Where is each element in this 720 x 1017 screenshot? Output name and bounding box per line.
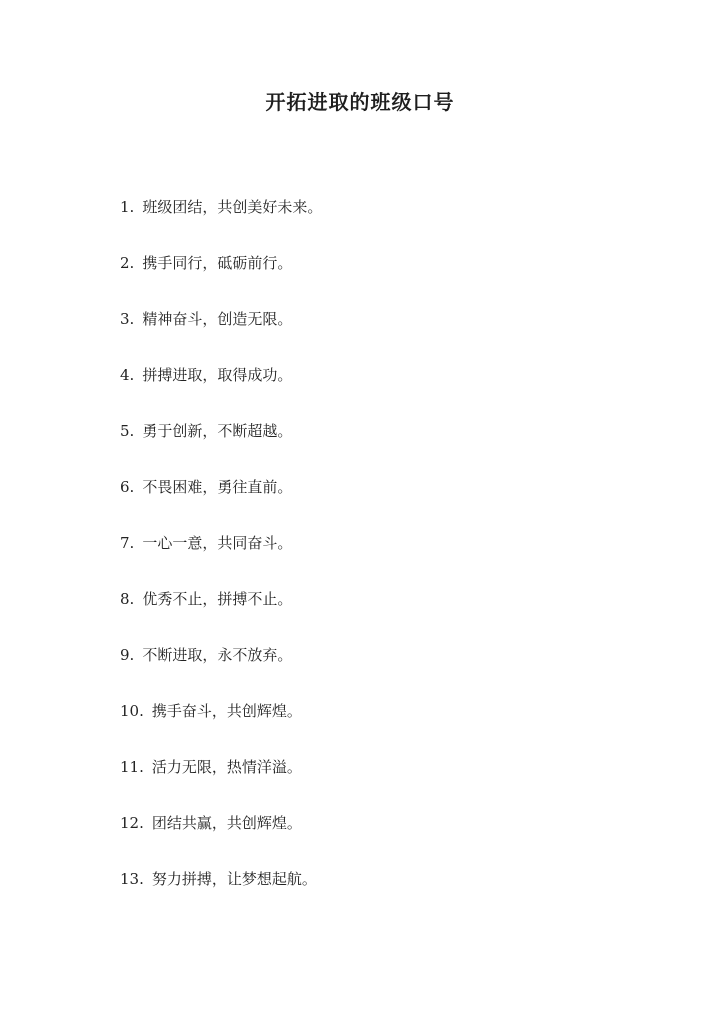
list-item-number: 11. [120,758,144,776]
list-item-number: 3. [120,310,135,328]
list-item-number: 6. [120,478,135,496]
list-item [120,865,322,921]
list-item-text: 优秀不止，拼搏不止。 [142,590,293,608]
list-item-text: 班级团结，共创美好未来。 [142,198,323,216]
list-item-text: 拼搏进取，取得成功。 [142,366,293,384]
list-item-text: 活力无限，热情洋溢。 [151,758,302,776]
list-item [120,585,322,641]
list-item-number: 8. [120,590,135,608]
list-item-text: 精神奋斗，创造无限。 [142,310,293,328]
list-item-text: 携手同行，砥砺前行。 [142,254,293,272]
list-item [120,305,322,361]
list-item [120,193,322,249]
list-item-number: 1. [120,198,135,216]
list-item [120,529,322,585]
list-item [120,809,322,865]
list-item-text: 团结共赢，共创辉煌。 [151,814,302,832]
list-item-number: 4. [120,366,135,384]
list-item-text: 不畏困难，勇往直前。 [142,478,293,496]
list-item-number: 13. [120,870,144,888]
list-item-number: 12. [120,814,144,832]
list-item [120,697,322,753]
list-item [120,361,322,417]
list-item-text: 勇于创新，不断超越。 [142,422,293,440]
list-item [120,473,322,529]
slogan-list [120,193,322,921]
list-item-text: 不断进取，永不放弃。 [142,646,293,664]
list-item [120,753,322,809]
list-item-text: 努力拼搏，让梦想起航。 [151,870,317,888]
list-item-number: 2. [120,254,135,272]
list-item-text: 携手奋斗，共创辉煌。 [151,702,302,720]
document-title: 开拓进取的班级口号 [265,90,455,114]
list-item-number: 5. [120,422,135,440]
list-item [120,417,322,473]
list-item-text: 一心一意，共同奋斗。 [142,534,293,552]
list-item [120,641,322,697]
list-item [120,249,322,305]
list-item-number: 7. [120,534,135,552]
list-item-number: 10. [120,702,144,720]
list-item-number: 9. [120,646,135,664]
